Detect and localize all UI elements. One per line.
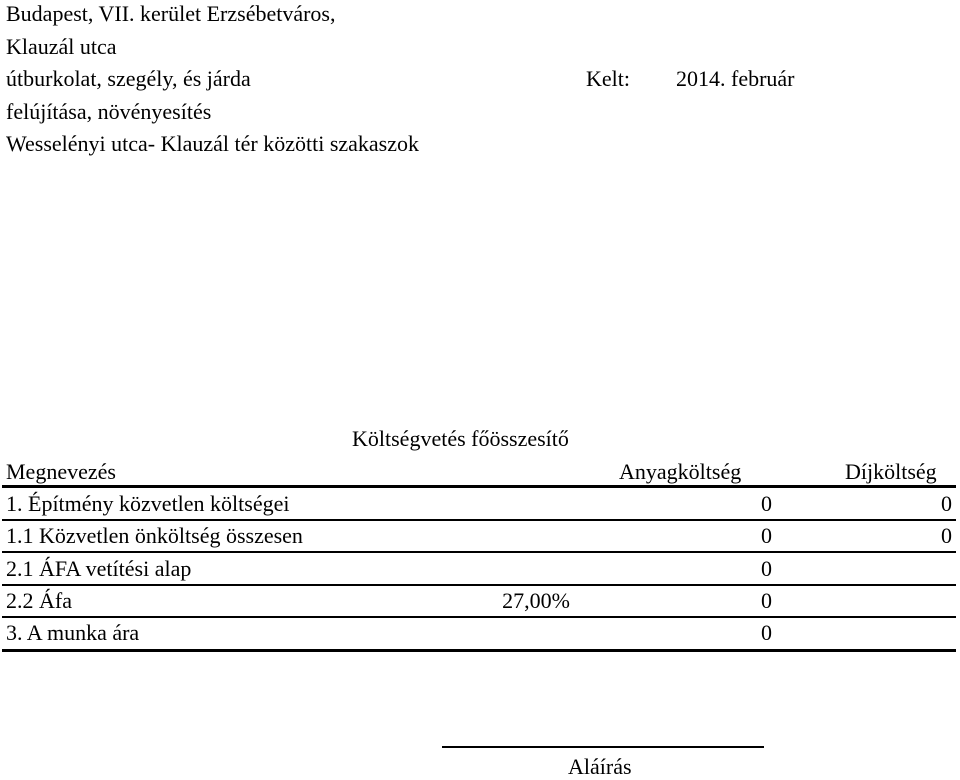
row-1-name: 1. Építmény közvetlen költségei <box>6 491 290 516</box>
kelt-label: Kelt: <box>586 66 630 91</box>
header-line-5: Wesselényi utca- Klauzál tér közötti szakaszok <box>6 131 420 156</box>
column-header-name: Megnevezés <box>6 459 116 484</box>
row-5-material: 0 <box>761 620 772 645</box>
header-line-4: felújítása, növényesítés <box>6 99 212 124</box>
header-line-2: Klauzál utca <box>6 34 117 59</box>
row-4-rate: 27,00% <box>502 588 570 613</box>
column-header-material: Anyagköltség <box>619 459 742 484</box>
row-4-name: 2.2 Áfa <box>6 588 72 613</box>
table-bottom-rule <box>2 649 956 652</box>
row-rule <box>2 584 956 586</box>
header-rule <box>2 485 956 488</box>
row-2-fee: 0 <box>941 523 952 548</box>
row-rule <box>2 519 956 521</box>
row-rule <box>2 551 956 553</box>
header-line-3: útburkolat, szegély, és járda <box>6 66 251 91</box>
column-header-fee: Díjköltség <box>845 459 937 484</box>
row-4-material: 0 <box>761 588 772 613</box>
row-5-name: 3. A munka ára <box>6 620 140 645</box>
kelt-date: 2014. február <box>676 66 795 91</box>
signature-line <box>442 746 764 748</box>
row-3-name: 2.1 ÁFA vetítési alap <box>6 556 192 581</box>
row-1-fee: 0 <box>941 491 952 516</box>
row-1-material: 0 <box>761 491 772 516</box>
summary-title: Költségvetés főösszesítő <box>352 426 569 451</box>
signature-label: Aláírás <box>568 754 632 779</box>
row-rule <box>2 616 956 618</box>
row-3-material: 0 <box>761 556 772 581</box>
row-2-material: 0 <box>761 523 772 548</box>
row-2-name: 1.1 Közvetlen önköltség összesen <box>6 523 303 548</box>
header-line-1: Budapest, VII. kerület Erzsébetváros, <box>6 1 336 26</box>
